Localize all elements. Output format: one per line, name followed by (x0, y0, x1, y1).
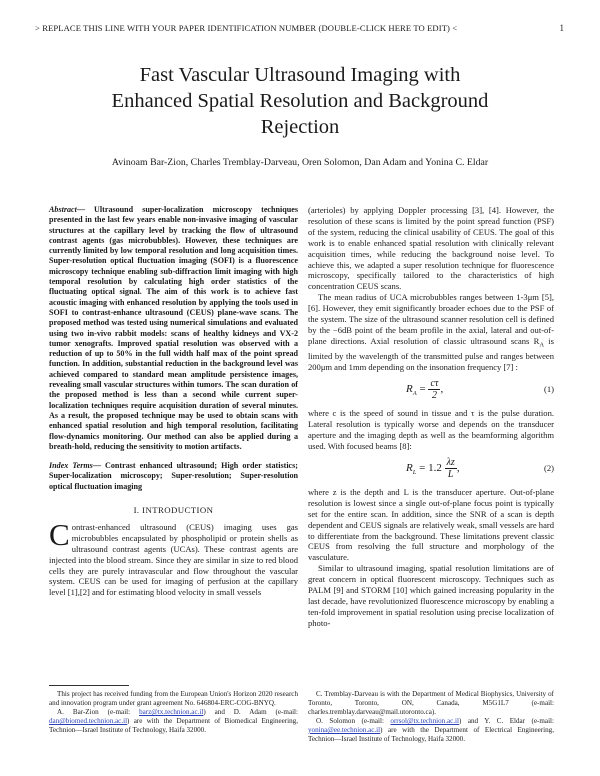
affiliation-3-text-a: O. Solomon (e-mail: (316, 717, 391, 725)
equation-1-lhs-sub: A (412, 390, 417, 398)
equation-1-numerator: cτ (430, 378, 439, 390)
affiliation-3-text-b: ) and Y. C. Eldar (e-mail: (458, 717, 554, 725)
abstract-label: Abstract (49, 205, 77, 214)
equation-2-fraction (445, 457, 457, 480)
left-column (49, 205, 298, 598)
axial-subscript: A (539, 341, 545, 349)
right-column (308, 205, 554, 629)
equation-2-lhs-sub: L (412, 469, 417, 477)
microscopy-paragraph: Similar to ultrasound imaging, spatial resolution limitations are of great concern in optical fluorescent microscopy. Techniques such as PALM [9] and STORM [10] which gained increasing popularity in the last decade, have revolutionized fluorescence microscopy by enabling a ten-fold improvement in spatial resolution using precise localization of photo- (308, 563, 554, 628)
affiliation-1-text-a: A. Bar-Zion (e-mail: (57, 708, 140, 716)
equation-1-denominator: 2 (431, 390, 437, 402)
equation-2-denominator: L (447, 468, 454, 480)
title-line-1: Fast Vascular Ultrasound Imaging with (139, 64, 461, 86)
depth-paragraph: where z is the depth and L is the transducer aperture. Out-of-plane resolution is lowest since a single out-of-plane focus point is typically set for the entire scan. In addition, since the SNR of a scan is depth dependent and CEUS signals are relatively weak, small vessels are hard to differentiate from the background. These limitations prevent classic CEUS from resolving the full structure and morphology of the vasculature. (308, 486, 554, 563)
drop-cap: C (49, 516, 70, 552)
footnotes-right (308, 690, 554, 744)
email-link-eldar[interactable]: yonina@ee.technion.ac.il (308, 726, 381, 734)
email-link-adam[interactable]: dan@biomed.technion.ac.il (49, 717, 128, 725)
index-terms-dash: — (92, 461, 101, 471)
equation-2-formula: $R_L = 1.2$ $\frac{\lambda z}{L}$ , (406, 456, 460, 480)
title-line-2: Enhanced Spatial Resolution and Background (111, 90, 489, 112)
resolution-paragraph-rest: is limited by the wavelength of the transmitted pulse and ranges between 200μm and 1mm depending on the insonation frequency [7] : (308, 335, 554, 373)
email-link-solomon[interactable]: orrsol@tx.technion.ac.il (390, 717, 459, 725)
equation-1-lhs: R (406, 383, 413, 396)
equation-1 (308, 376, 554, 403)
section-heading-introduction: I. INTRODUCTION (133, 505, 214, 516)
abstract (49, 205, 298, 452)
affiliation-3-text-c: ) are with the Department of Electrical Engineering, Technion—Israel Institute of Technology, Haifa 32000. (308, 726, 554, 743)
affiliation-footnote-2: C. Tremblay-Darveau is with the Department of Medical Biophysics, University of Toronto, Toronto, ON, Canada, M5G1L7 (e-mail: charles.tremblay.darveau@mail.utoronto.ca). (308, 690, 554, 716)
equation-2-lhs: R (406, 461, 413, 474)
intro-paragraph (49, 516, 298, 598)
author-list: Avinoam Bar-Zion, Charles Tremblay-Darveau, Oren Solomon, Dan Adam and Yonina C. Eldar (111, 157, 489, 168)
abstract-dash: — (76, 205, 85, 214)
paper-title (60, 62, 540, 140)
footnote-rule-left (49, 685, 129, 686)
affiliation-footnote-1 (49, 708, 298, 735)
running-head: > REPLACE THIS LINE WITH YOUR PAPER IDENTIFICATION NUMBER (DOUBLE-CLICK HERE TO EDIT) < (35, 23, 458, 33)
continued-paragraph: (arterioles) by applying Doppler processing [3], [4]. However, the resolution of these scans is limited by the point spread function (PSF) of the system, reducing the clinical usability of CEUS. The goal of this work is to enable enhanced spatial resolution with clinically relevant acquisition times, while reducing the background noise level. To achieve this, we adapted a super resolution technique for fluorescence microscopy, specifically tailored to the characteristics of high concentration CEUS scans. (308, 205, 554, 292)
equation-2-numerator: λz (446, 456, 455, 468)
affiliation-1-text-b: ) and D. Adam (e-mail: (203, 708, 298, 716)
equation-1-formula: $R_A$ = $\frac{c\tau}{2}$ , (406, 378, 444, 402)
resolution-paragraph (308, 292, 554, 373)
page-number: 1 (559, 23, 564, 33)
email-link-barzion[interactable]: barz@tx.technion.ac.il (139, 708, 204, 716)
pulse-paragraph: where c is the speed of sound in tissue and τ is the pulse duration. Lateral resolution is typically worse and depends on the transducer aperture and the imaging depth as well as the beamforming algorithm used. With focused beams [8]: (308, 408, 554, 452)
title-line-3: Rejection (260, 116, 340, 138)
abstract-text: Ultrasound super-localization microscopy techniques presented in the last few years enable non-invasive imaging of vascular structures at the capillary level by tracking the flow of ultrasound contrast agents (gas microbubbles). However, these techniques are currently limited by low temporal resolution and long acquisition times. Super-resolution optical fluctuation imaging (SOFI) is a fluorescence microscopy technique enabling sub-diffraction limit imaging with high temporal resolution by calculating high order statistics of the fluctuating optical signal. The aim of this work is to achieve fast acoustic imaging with enhanced resolution by applying the tools used in SOFI to contrast-enhance ultrasound (CEUS) plane-wave scans. The proposed method was tested using numerical simulations and evaluated using two in-vivo rabbit models: scans of healthy kidneys and VX-2 tumor xenografts. Improved spatial resolution was observed with a reduction of up to 50% in the full width half max of the point spread function. In addition, substantial reduction in the background level was achieved compared to standard mean amplitude persistence images, revealing small vascular structures within tumors. The scan duration of the proposed method is less than a second while current super-localization techniques require acquisition duration of several minutes. As a result, the proposed technique may be used to obtain scans with enhanced spatial resolution and high temporal resolution, facilitating flow-dynamics monitoring. Our method can also be applied during a breath-hold, reducing the sensitivity to motion artifacts. (49, 205, 298, 451)
index-terms (49, 461, 298, 492)
equation-1-fraction (428, 378, 440, 401)
index-terms-text: Contrast enhanced ultrasound; High order statistics; Super-localization microscopy; Super-resolution; Super-resolution optical fluctuation imaging (49, 461, 298, 491)
funding-footnote: This project has received funding from the European Union's Horizon 2020 research and innovation program under grant agreement No. 646804-ERC-COG-BNYQ. (49, 690, 298, 707)
affiliation-footnote-3 (308, 717, 554, 744)
affiliation-1-text-c: ) are with the Department of Biomedical Engineering, Technion—Israel Institute of Technology, Haifa 32000. (49, 717, 298, 734)
intro-paragraph-text: ontrast-enhanced ultrasound (CEUS) imaging uses gas microbubbles encapsulated by phospholipid or protein shells as ultrasound contrast agents (UCAs). These contrast agents are injected into the blood stream. Since they are similar in size to red blood cells they are purely intravascular and flow throughout the vascular system. CEUS can be used for imaging of perfusion at the capillary level [1],[2] and for estimating blood velocity in small vessels (49, 521, 298, 598)
index-terms-label: Index Terms (49, 461, 93, 471)
footnotes-left (49, 690, 298, 735)
resolution-paragraph-text: The mean radius of UCA microbubbles ranges between 1-3μm [5], [6]. However, they emit significantly broader echoes due to the PSF of the system. The size of the ultrasound scanner resolution cell is defined by the −6dB point of the beam profile in the axial, lateral and out-of-plane directions. Axial resolution of classic ultrasound scans R (308, 292, 554, 346)
equation-2 (308, 455, 554, 482)
equation-1-label: (1) (543, 384, 554, 395)
equation-2-label: (2) (543, 462, 554, 473)
equation-2-coefficient: 1.2 (428, 461, 442, 474)
